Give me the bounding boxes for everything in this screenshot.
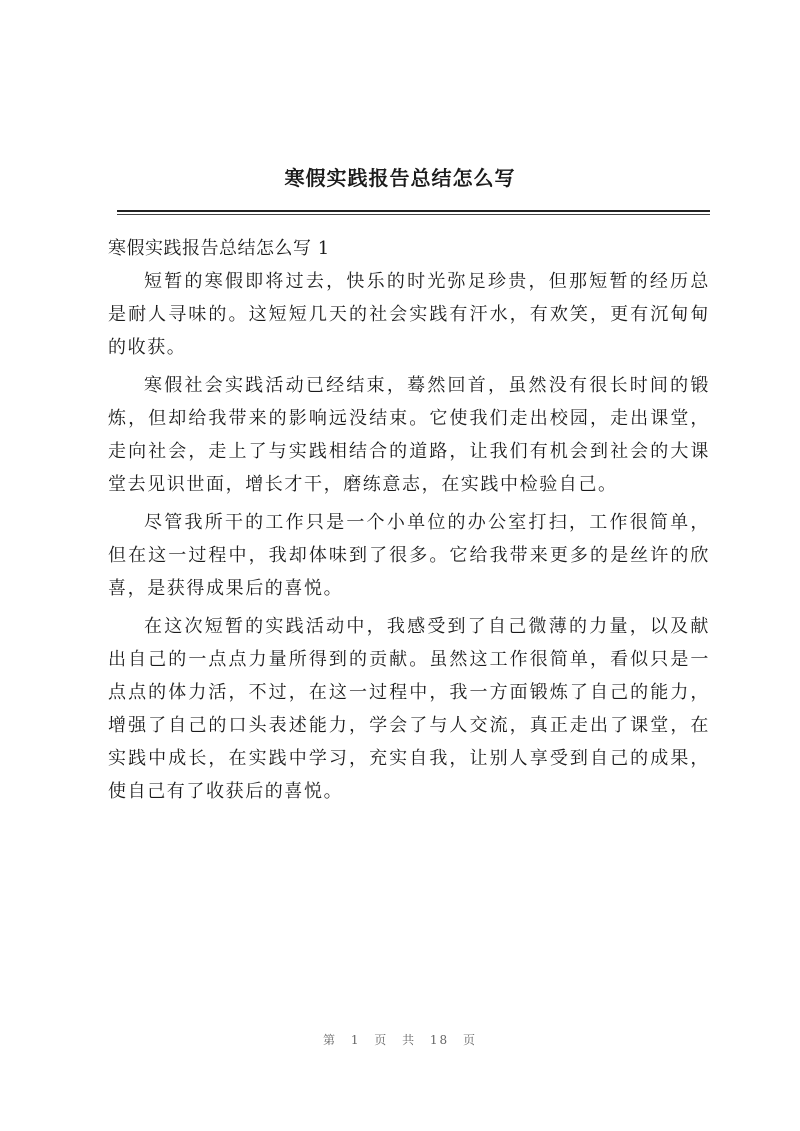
document-title: 寒假实践报告总结怎么写 [284,166,516,190]
section-heading: 寒假实践报告总结怎么写 1 [108,238,330,259]
page-number-footer: 第 1 页 共 18 页 [323,1033,477,1047]
paragraph: 在这次短暂的实践活动中，我感受到了自己微薄的力量，以及献出自己的一点点力量所得到的贡献。虽然这工作很简单，看似只是一点点的体力活，不过，在这一过程中，我一方面锻炼了自己的能力，增强了自己的口头表述能力，学会了与人交流，真正走出了课堂，在实践中成长，在实践中学习，充实自我，让别人享受到自己的成果，使自己有了收获后的喜悦。 [108,616,710,802]
paragraph: 尽管我所干的工作只是一个小单位的办公室打扫，工作很简单，但在这一过程中，我却体味到了很多。它给我带来更多的是丝许的欣喜，是获得成果后的喜悦。 [108,512,710,599]
document-body [108,230,710,813]
paragraph: 寒假社会实践活动已经结束，蓦然回首，虽然没有很长时间的锻炼，但却给我带来的影响远没结束。它使我们走出校园，走出课堂，走向社会，走上了与实践相结合的道路，让我们有机会到社会的大课堂去见识世面，增长才干，磨练意志，在实践中检验自己。 [108,375,710,495]
title-divider [117,210,710,212]
title-divider-thin [117,214,710,215]
paragraph: 短暂的寒假即将过去，快乐的时光弥足珍贵，但那短暂的经历总是耐人寻味的。这短短几天的社会实践有汗水，有欢笑，更有沉甸甸的收获。 [108,271,710,358]
